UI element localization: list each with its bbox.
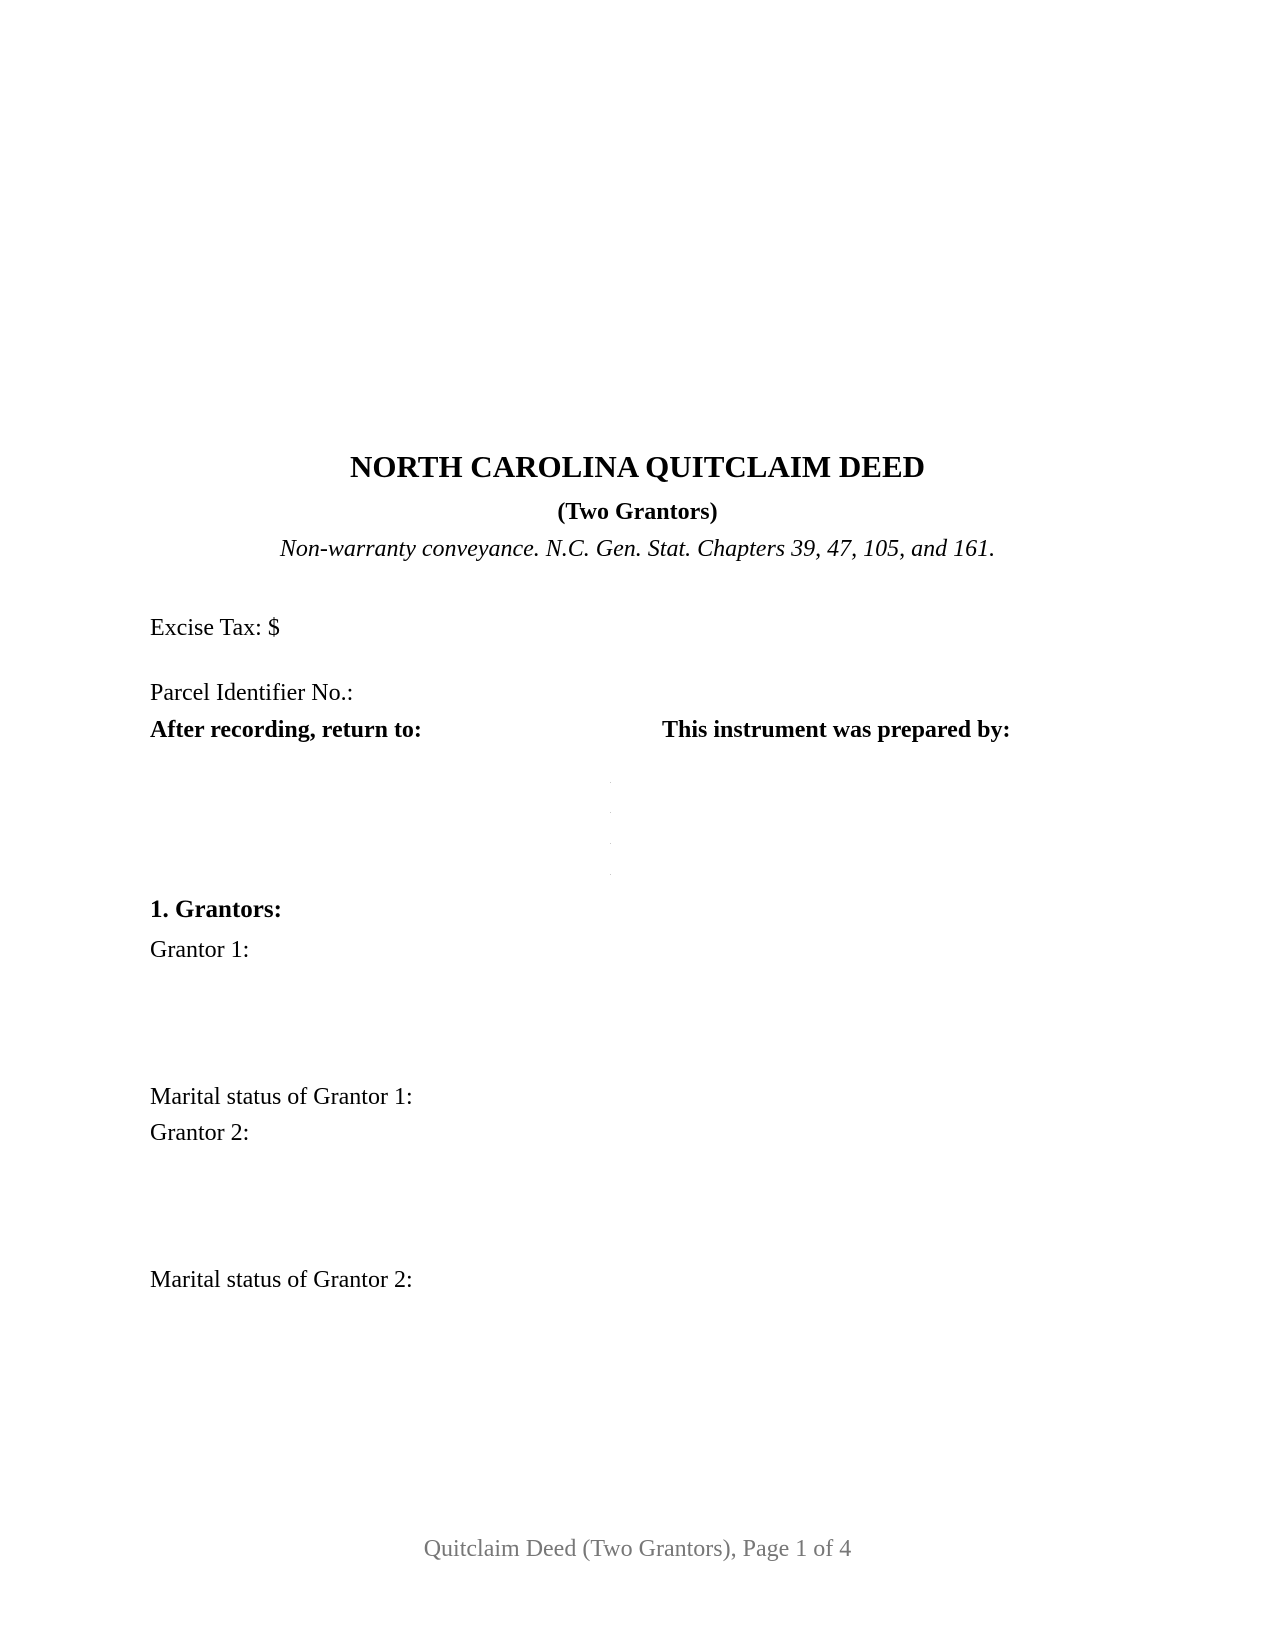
page-footer: Quitclaim Deed (Two Grantors), Page 1 of 4 — [423, 1536, 852, 1562]
grantor2-label: Grantor 2: — [150, 1120, 250, 1146]
document-title: NORTH CAROLINA QUITCLAIM DEED — [349, 449, 926, 484]
prepared-by-label: This instrument was prepared by: — [662, 717, 1011, 743]
grantors-section-heading: 1. Grantors: — [150, 896, 282, 923]
statute-note: Non-warranty conveyance. N.C. Gen. Stat. Chapters 39, 47, 105, and 161. — [279, 536, 996, 562]
return-to-label: After recording, return to: — [150, 717, 422, 743]
excise-tax-label: Excise Tax: $ — [150, 615, 280, 641]
grantor1-marital-status-label: Marital status of Grantor 1: — [150, 1084, 413, 1110]
document-subtitle: (Two Grantors) — [557, 499, 718, 525]
grantor2-marital-status-label: Marital status of Grantor 2: — [150, 1267, 413, 1293]
column-divider — [610, 782, 612, 882]
grantor1-label: Grantor 1: — [150, 937, 250, 963]
parcel-identifier-label: Parcel Identifier No.: — [150, 680, 354, 706]
